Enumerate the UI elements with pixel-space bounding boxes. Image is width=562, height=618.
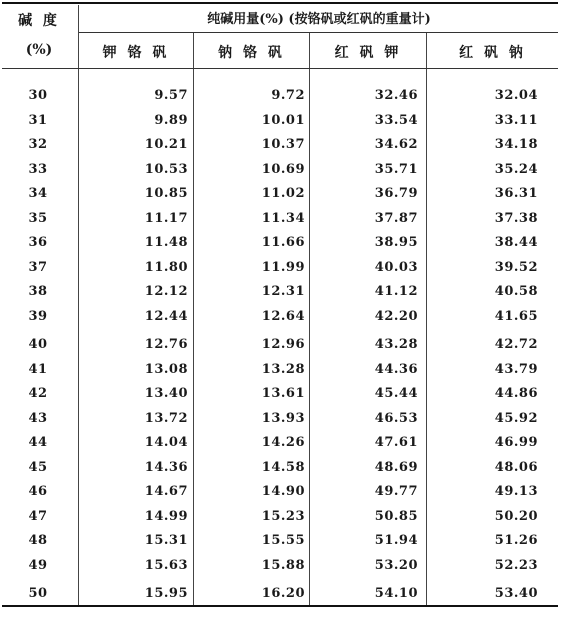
- cell-potassium-chrome-alum: 10.53: [144, 162, 188, 177]
- header-alkalinity-unit: (%): [25, 42, 53, 58]
- cell-potassium-dichromate: 48.69: [374, 460, 418, 475]
- cell-alkalinity: 39: [28, 309, 48, 324]
- cell-potassium-chrome-alum: 14.04: [144, 435, 188, 450]
- cell-potassium-chrome-alum: 9.57: [154, 88, 188, 103]
- cell-potassium-dichromate: 44.36: [374, 362, 418, 377]
- table-row: [0, 362, 562, 382]
- cell-sodium-chrome-alum: 15.88: [261, 558, 305, 573]
- cell-sodium-chrome-alum: 11.99: [261, 260, 305, 275]
- cell-sodium-dichromate: 34.18: [494, 137, 538, 152]
- table-row: [0, 533, 562, 553]
- cell-potassium-dichromate: 33.54: [374, 113, 418, 128]
- cell-potassium-dichromate: 47.61: [374, 435, 418, 450]
- cell-alkalinity: 50: [28, 586, 48, 601]
- cell-sodium-dichromate: 51.26: [494, 533, 538, 548]
- cell-alkalinity: 46: [28, 484, 48, 499]
- cell-alkalinity: 42: [28, 386, 48, 401]
- cell-sodium-chrome-alum: 12.31: [261, 284, 305, 299]
- cell-alkalinity: 44: [28, 435, 48, 450]
- table-row: [0, 162, 562, 182]
- cell-alkalinity: 33: [28, 162, 48, 177]
- table-row: [0, 509, 562, 529]
- cell-potassium-dichromate: 34.62: [374, 137, 418, 152]
- cell-sodium-dichromate: 50.20: [494, 509, 538, 524]
- cell-potassium-chrome-alum: 12.44: [144, 309, 188, 324]
- table-row: [0, 235, 562, 255]
- table-row: [0, 137, 562, 157]
- cell-sodium-dichromate: 48.06: [494, 460, 538, 475]
- cell-sodium-dichromate: 45.92: [494, 411, 538, 426]
- table-row: [0, 460, 562, 480]
- cell-potassium-dichromate: 38.95: [374, 235, 418, 250]
- table-row: [0, 586, 562, 606]
- cell-potassium-dichromate: 53.20: [374, 558, 418, 573]
- cell-alkalinity: 30: [28, 88, 48, 103]
- cell-sodium-dichromate: 36.31: [494, 186, 538, 201]
- cell-alkalinity: 35: [28, 211, 48, 226]
- cell-alkalinity: 37: [28, 260, 48, 275]
- cell-sodium-dichromate: 46.99: [494, 435, 538, 450]
- cell-sodium-dichromate: 44.86: [494, 386, 538, 401]
- cell-potassium-dichromate: 32.46: [374, 88, 418, 103]
- cell-potassium-dichromate: 37.87: [374, 211, 418, 226]
- header-col-potassium-dichromate: 红 矾 钾: [334, 45, 402, 61]
- cell-potassium-chrome-alum: 14.99: [144, 509, 188, 524]
- cell-alkalinity: 43: [28, 411, 48, 426]
- cell-potassium-dichromate: 50.85: [374, 509, 418, 524]
- cell-sodium-chrome-alum: 11.66: [261, 235, 305, 250]
- cell-potassium-dichromate: 45.44: [374, 386, 418, 401]
- cell-sodium-dichromate: 32.04: [494, 88, 538, 103]
- cell-alkalinity: 45: [28, 460, 48, 475]
- cell-sodium-dichromate: 49.13: [494, 484, 538, 499]
- cell-sodium-dichromate: 43.79: [494, 362, 538, 377]
- cell-potassium-chrome-alum: 14.67: [144, 484, 188, 499]
- cell-sodium-dichromate: 39.52: [494, 260, 538, 275]
- cell-potassium-chrome-alum: 12.12: [144, 284, 188, 299]
- cell-potassium-chrome-alum: 13.40: [144, 386, 188, 401]
- cell-sodium-dichromate: 37.38: [494, 211, 538, 226]
- header-sub-rule: [79, 32, 558, 33]
- table-row: [0, 284, 562, 304]
- header-col-sodium-chrome-alum: 钠 铬 矾: [218, 45, 285, 61]
- table-row: [0, 337, 562, 357]
- cell-potassium-dichromate: 41.12: [374, 284, 418, 299]
- cell-sodium-dichromate: 41.65: [494, 309, 538, 324]
- cell-sodium-chrome-alum: 14.58: [261, 460, 305, 475]
- header-col-sodium-dichromate: 红 矾 钠: [459, 45, 526, 61]
- cell-alkalinity: 40: [28, 337, 48, 352]
- cell-sodium-chrome-alum: 13.61: [261, 386, 305, 401]
- cell-sodium-chrome-alum: 12.64: [261, 309, 305, 324]
- cell-alkalinity: 48: [28, 533, 48, 548]
- cell-potassium-chrome-alum: 11.80: [144, 260, 188, 275]
- cell-sodium-dichromate: 42.72: [494, 337, 538, 352]
- cell-sodium-chrome-alum: 11.02: [261, 186, 305, 201]
- cell-potassium-chrome-alum: 15.95: [144, 586, 188, 601]
- cell-alkalinity: 41: [28, 362, 48, 377]
- cell-potassium-chrome-alum: 15.63: [144, 558, 188, 573]
- cell-potassium-chrome-alum: 12.76: [144, 337, 188, 352]
- table-row: [0, 88, 562, 108]
- table-row: [0, 309, 562, 329]
- cell-alkalinity: 31: [28, 113, 48, 128]
- header-alkalinity: 碱 度: [18, 13, 60, 29]
- table-row: [0, 484, 562, 504]
- table-row: [0, 113, 562, 133]
- table-row: [0, 558, 562, 578]
- header-col-potassium-chrome-alum: 钾 铬 矾: [102, 45, 170, 61]
- cell-sodium-dichromate: 52.23: [494, 558, 538, 573]
- cell-potassium-chrome-alum: 11.17: [144, 211, 188, 226]
- cell-sodium-chrome-alum: 9.72: [271, 88, 305, 103]
- table-row: [0, 386, 562, 406]
- cell-potassium-dichromate: 40.03: [374, 260, 418, 275]
- cell-alkalinity: 34: [28, 186, 48, 201]
- cell-potassium-chrome-alum: 9.89: [154, 113, 188, 128]
- cell-potassium-chrome-alum: 10.21: [144, 137, 188, 152]
- cell-alkalinity: 47: [28, 509, 48, 524]
- cell-sodium-dichromate: 38.44: [494, 235, 538, 250]
- cell-sodium-chrome-alum: 10.01: [261, 113, 305, 128]
- header-bottom-rule: [2, 68, 558, 69]
- cell-potassium-dichromate: 49.77: [374, 484, 418, 499]
- cell-sodium-chrome-alum: 13.28: [261, 362, 305, 377]
- table-row: [0, 411, 562, 431]
- cell-sodium-chrome-alum: 15.23: [261, 509, 305, 524]
- cell-sodium-dichromate: 33.11: [494, 113, 538, 128]
- cell-potassium-dichromate: 42.20: [374, 309, 418, 324]
- cell-sodium-dichromate: 35.24: [494, 162, 538, 177]
- cell-potassium-dichromate: 46.53: [374, 411, 418, 426]
- table-top-rule: [2, 2, 558, 4]
- cell-potassium-chrome-alum: 13.72: [144, 411, 188, 426]
- table-row: [0, 435, 562, 455]
- cell-potassium-chrome-alum: 10.85: [144, 186, 188, 201]
- cell-sodium-dichromate: 53.40: [494, 586, 538, 601]
- cell-alkalinity: 32: [28, 137, 48, 152]
- cell-potassium-dichromate: 51.94: [374, 533, 418, 548]
- header-soda-amount: 纯碱用量(%) (按铬矾或红矾的重量计): [207, 12, 431, 27]
- cell-sodium-chrome-alum: 15.55: [261, 533, 305, 548]
- cell-sodium-dichromate: 40.58: [494, 284, 538, 299]
- table-bottom-rule: [2, 605, 558, 607]
- cell-alkalinity: 49: [28, 558, 48, 573]
- cell-potassium-dichromate: 35.71: [374, 162, 418, 177]
- cell-sodium-chrome-alum: 14.90: [261, 484, 305, 499]
- cell-sodium-chrome-alum: 16.20: [261, 586, 305, 601]
- table-row: [0, 186, 562, 206]
- cell-alkalinity: 36: [28, 235, 48, 250]
- cell-potassium-dichromate: 43.28: [374, 337, 418, 352]
- table-row: [0, 211, 562, 231]
- cell-potassium-chrome-alum: 11.48: [144, 235, 188, 250]
- cell-sodium-chrome-alum: 13.93: [261, 411, 305, 426]
- cell-sodium-chrome-alum: 12.96: [261, 337, 305, 352]
- cell-sodium-chrome-alum: 10.37: [261, 137, 305, 152]
- cell-potassium-dichromate: 36.79: [374, 186, 418, 201]
- cell-potassium-chrome-alum: 13.08: [144, 362, 188, 377]
- cell-sodium-chrome-alum: 10.69: [261, 162, 305, 177]
- cell-sodium-chrome-alum: 11.34: [261, 211, 305, 226]
- cell-potassium-chrome-alum: 14.36: [144, 460, 188, 475]
- cell-sodium-chrome-alum: 14.26: [261, 435, 305, 450]
- cell-potassium-dichromate: 54.10: [374, 586, 418, 601]
- table-row: [0, 260, 562, 280]
- cell-alkalinity: 38: [28, 284, 48, 299]
- cell-potassium-chrome-alum: 15.31: [144, 533, 188, 548]
